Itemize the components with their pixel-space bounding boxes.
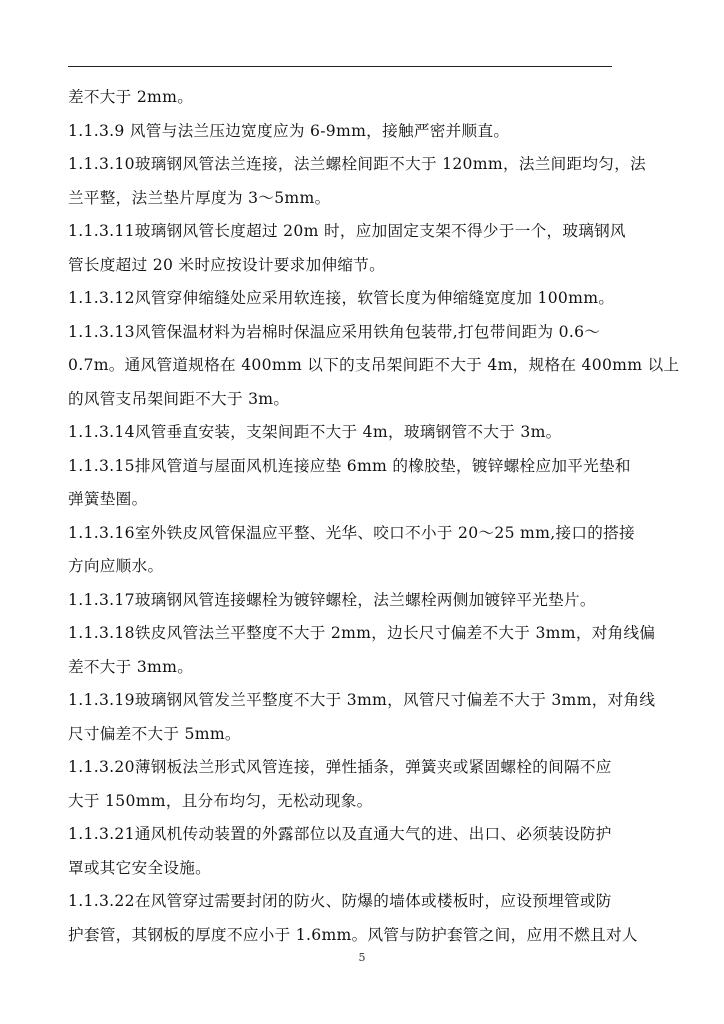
text-line: 护套管，其钢板的厚度不应小于 1.6mm。风管与防护套管之间，应用不燃且对人 [68,925,638,944]
text-line: 1.1.3.14风管垂直安装，支架间距不大于 4m，玻璃钢管不大于 3m。 [68,423,562,441]
text-line: 差不大于 2mm。 [68,88,194,106]
text-line: 罩或其它安全设施。 [68,858,212,877]
text-line: 1.1.3.20薄钢板法兰形式风管连接，弹性插条，弹簧夹或紧固螺栓的间隔不应 [68,758,612,776]
text-line: 管长度超过 20 米时应按设计要求加伸缩节。 [68,255,386,274]
header-rule [68,66,612,67]
text-line: 1.1.3.11玻璃钢风管长度超过 20m 时，应加固定支架不得少于一个，玻璃钢风 [68,222,626,240]
text-line: 1.1.3.9 风管与法兰压边宽度应为 6-9mm，接触严密并顺直。 [68,121,510,140]
text-line: 弹簧垫圈。 [68,490,148,508]
text-line: 尺寸偏差不大于 5mm。 [68,724,241,743]
text-line: 大于 150mm，且分布均匀，无松动现象。 [68,791,373,810]
text-line: 0.7m。通风管道规格在 400mm 以下的支吊架间距不大于 4m，规格在 400mm 以上 [68,356,680,374]
text-line: 1.1.3.15排风管道与屋面风机连接应垫 6mm 的橡胶垫，镀锌螺栓应加平光垫和 [68,456,631,475]
text-line: 1.1.3.16室外铁皮风管保温应平整、光华、咬口不小于 20～25 mm,接口的搭接 [68,523,635,542]
page-number: 5 [358,951,366,964]
text-line: 1.1.3.19玻璃钢风管发兰平整度不大于 3mm，风管尺寸偏差不大于 3mm，对角线 [68,691,656,709]
text-line: 1.1.3.17玻璃钢风管连接螺栓为镀锌螺栓，法兰螺栓两侧加镀锌平光垫片。 [68,590,596,609]
text-line: 1.1.3.22在风管穿过需要封闭的防火、防爆的墙体或楼板时，应设预埋管或防 [68,892,612,910]
text-line: 1.1.3.18铁皮风管法兰平整度不大于 2mm，边长尺寸偏差不大于 3mm，对角线偏 [68,624,656,642]
text-line: 方向应顺水。 [68,557,164,575]
text-line: 的风管支吊架间距不大于 3m。 [68,389,290,408]
text-line: 1.1.3.21通风机传动装置的外露部位以及直通大气的进、出口、必须装设防护 [68,825,612,843]
text-line: 差不大于 3mm。 [68,657,194,676]
text-line: 1.1.3.13风管保温材料为岩棉时保温应采用铁角包装带,打包带间距为 0.6～ [68,322,601,341]
text-line: 1.1.3.12风管穿伸缩缝处应采用软连接，软管长度为伸缩缝宽度加 100mm。 [68,289,615,307]
text-line: 兰平整，法兰垫片厚度为 3～5mm。 [68,188,331,207]
document-body [68,84,680,955]
text-line: 1.1.3.10玻璃钢风管法兰连接，法兰螺栓间距不大于 120mm，法兰间距均匀，法 [68,155,646,173]
